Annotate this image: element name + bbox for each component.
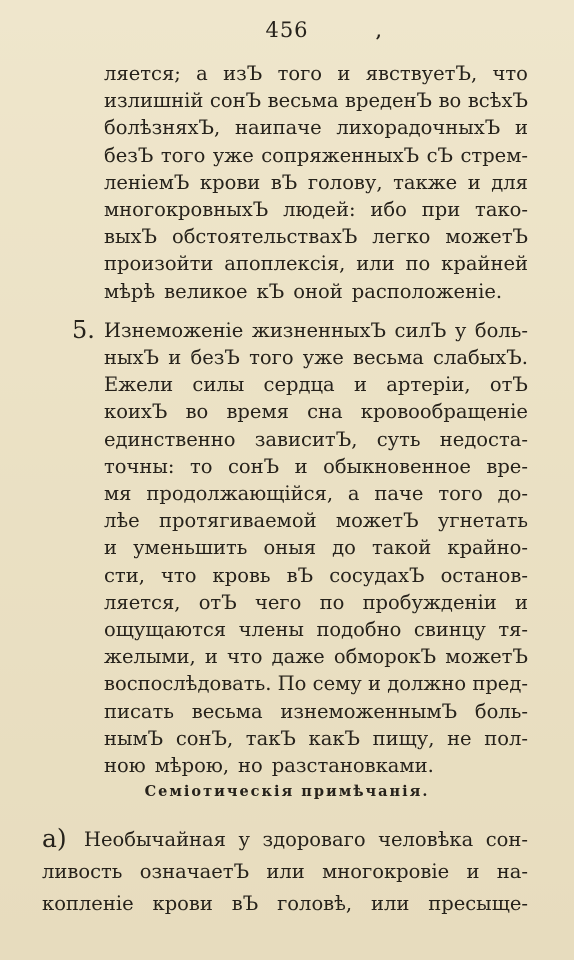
paragraph-number: 5. xyxy=(72,315,95,344)
text-line: ляется, отЪ чего по пробужденіи и xyxy=(104,590,528,614)
text-line: Необычайная у здороваго человѣка сон- xyxy=(84,828,528,851)
text-line: сти, что кровь вЪ сосудахЪ останов- xyxy=(104,563,528,587)
text-line: точны: то сонЪ и обыкновенное вре- xyxy=(104,454,528,478)
text-line: ляется; а изЪ того и явствуетЪ, что xyxy=(104,62,528,85)
text-line: воспослѣдовать. По сему и должно пред- xyxy=(104,672,528,696)
text-line: лѣе протягиваемой можетЪ угнетать xyxy=(104,509,528,533)
text-line: единственно зависитЪ, суть недоста- xyxy=(104,427,528,451)
text-line: болѣзняхЪ, наипаче лихорадочныхЪ и xyxy=(104,116,528,140)
text-line: многокровныхЪ людей: ибо при тако- xyxy=(104,198,528,221)
text-line: коихЪ во время сна кровообращеніе xyxy=(104,400,528,424)
page-number: 456 xyxy=(265,18,309,42)
text-line: излишній сонЪ весьма вреденЪ во всѣхЪ xyxy=(104,89,528,113)
text-line: безЪ того уже сопряженныхЪ сЪ стрем- xyxy=(104,143,528,167)
text-line: Изнеможеніе жизненныхЪ силЪ у боль- xyxy=(104,318,528,342)
note-letter: a) xyxy=(42,824,67,853)
text-line: Ежели силы сердца и артеріи, отЪ xyxy=(104,373,528,397)
text-line: ныхЪ и безЪ того уже весьма слабыхЪ. xyxy=(104,346,528,369)
text-line: и уменьшить оныя до такой крайно- xyxy=(104,536,528,560)
text-line: леніемЪ крови вЪ голову, также и для xyxy=(104,170,528,194)
text-line: выхЪ обстоятельствахЪ легко можетЪ xyxy=(104,225,528,249)
text-line: ливость означаетЪ или многокровіе и на- xyxy=(42,860,528,883)
text-line: нымЪ сонЪ, такЪ какЪ пищу, не пол- xyxy=(104,726,528,750)
text-line: писать весьма изнеможеннымЪ боль- xyxy=(104,699,528,723)
text-line: мя продолжающійся, а паче того до- xyxy=(104,482,528,505)
text-line: ною мѣрою, но разстановками. xyxy=(104,754,434,777)
corner-mark: , xyxy=(376,22,382,41)
subheading: Семіотическія примѣчанія. xyxy=(144,783,430,800)
text-line: копленіе крови вЪ головѣ, или пресыще- xyxy=(42,892,528,915)
text-line: мѣрѣ великое кЪ оной расположеніе. xyxy=(104,279,503,303)
text-line: желыми, и что даже обморокЪ можетЪ xyxy=(104,645,528,669)
text-line: ощущаются члены подобно свинцу тя- xyxy=(104,618,528,641)
text-line: произойти апоплексія, или по крайней xyxy=(104,252,528,276)
